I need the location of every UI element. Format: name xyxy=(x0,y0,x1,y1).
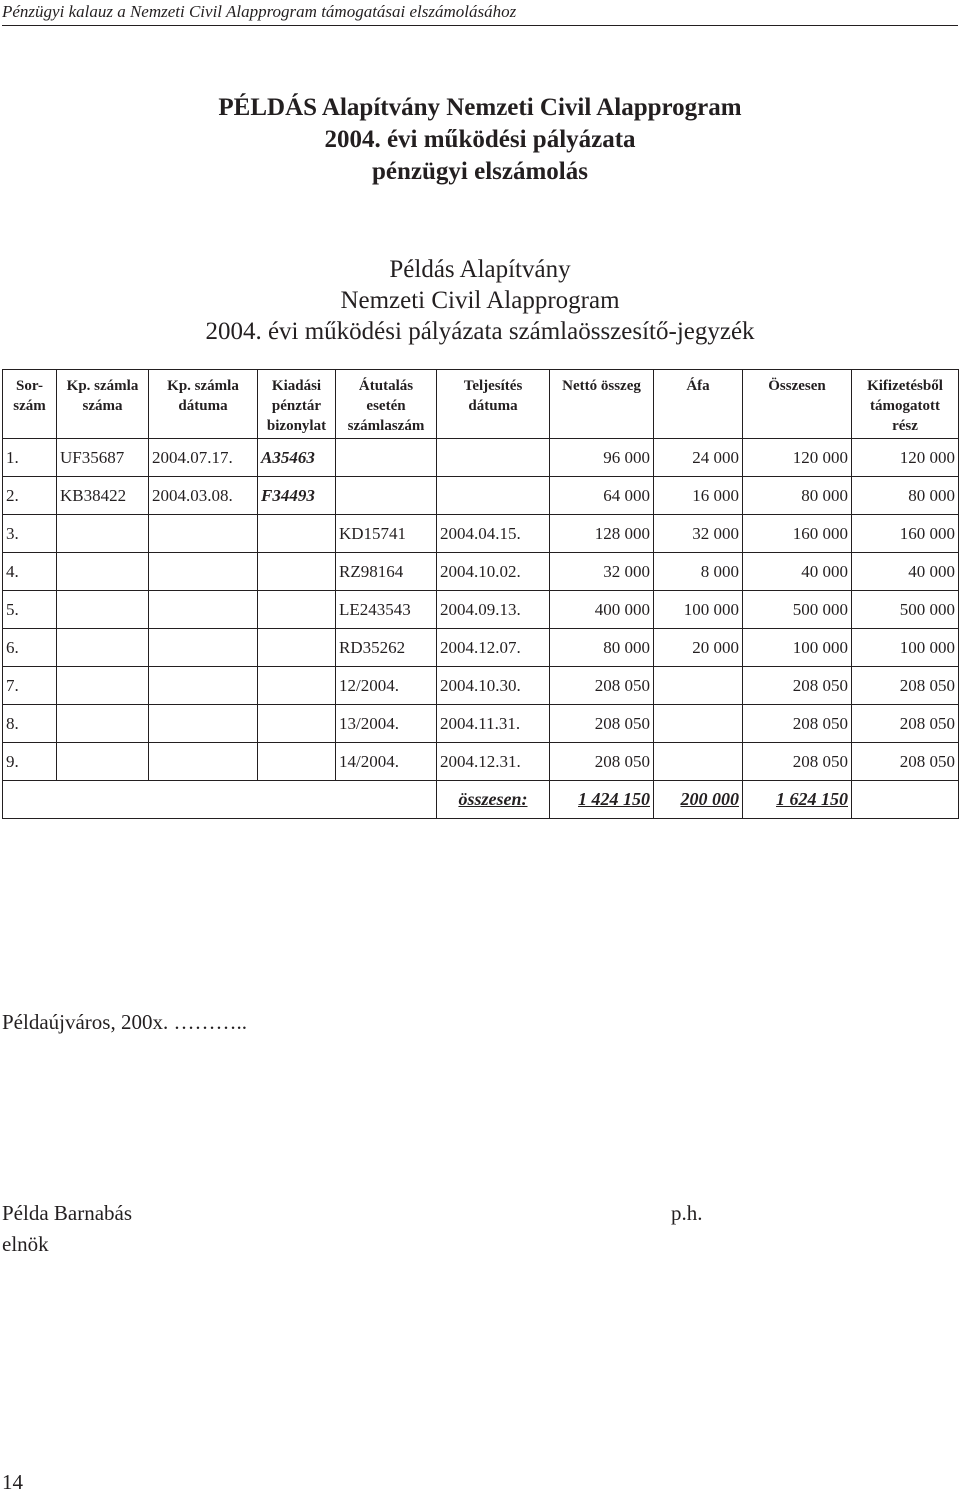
sub-title-line: Nemzeti Civil Alapprogram xyxy=(340,287,620,314)
table-cell: 16 000 xyxy=(654,477,743,515)
table-cell xyxy=(3,781,437,819)
table-cell xyxy=(149,705,258,743)
table-cell: 80 000 xyxy=(550,629,654,667)
table-cell: 3. xyxy=(3,515,57,553)
table-cell: 100 000 xyxy=(654,591,743,629)
table-cell xyxy=(57,743,149,781)
table-row xyxy=(3,667,959,705)
table-cell xyxy=(258,553,336,591)
table-cell xyxy=(258,591,336,629)
column-header: Kp. számla dátuma xyxy=(149,370,258,439)
table-cell: 2004.10.30. xyxy=(437,667,550,705)
table-cell xyxy=(57,629,149,667)
table-cell: 32 000 xyxy=(550,553,654,591)
column-header: Nettó összeg xyxy=(550,370,654,439)
table-cell: 6. xyxy=(3,629,57,667)
table-row xyxy=(3,743,959,781)
table-cell: 9. xyxy=(3,743,57,781)
table-row xyxy=(3,629,959,667)
table-cell: 24 000 xyxy=(654,439,743,477)
table-cell xyxy=(336,477,437,515)
table-cell: 208 050 xyxy=(550,705,654,743)
table-cell: 208 050 xyxy=(743,743,852,781)
table-cell: F34493 xyxy=(258,477,336,515)
table-cell: 80 000 xyxy=(852,477,959,515)
table-cell: A35463 xyxy=(258,439,336,477)
table-cell xyxy=(149,591,258,629)
table-cell: 2004.12.07. xyxy=(437,629,550,667)
signer-name: Példa Barnabás xyxy=(2,1201,133,1225)
sub-title-line: 2004. évi működési pályázata számlaösszesítő-jegyzék xyxy=(205,318,755,345)
table-cell xyxy=(57,591,149,629)
table-cell: 2004.12.31. xyxy=(437,743,550,781)
column-header: Kifizetésből támogatott rész xyxy=(852,370,959,439)
table-cell: 2004.09.13. xyxy=(437,591,550,629)
table-cell: 2004.11.31. xyxy=(437,705,550,743)
table-cell xyxy=(149,515,258,553)
table-cell xyxy=(149,743,258,781)
column-header: Összesen xyxy=(743,370,852,439)
table-cell: 160 000 xyxy=(852,515,959,553)
table-cell xyxy=(654,667,743,705)
column-header: Kp. számla száma xyxy=(57,370,149,439)
table-cell: 8 000 xyxy=(654,553,743,591)
table-cell: 208 050 xyxy=(743,705,852,743)
table-cell: 100 000 xyxy=(743,629,852,667)
table-body xyxy=(3,439,959,819)
table-cell: 2004.07.17. xyxy=(149,439,258,477)
table-row xyxy=(3,591,959,629)
running-header: Pénzügyi kalauz a Nemzeti Civil Alapprogram támogatásai elszámolásához xyxy=(2,2,958,26)
table-cell: 2. xyxy=(3,477,57,515)
table-cell xyxy=(258,629,336,667)
table-cell xyxy=(258,743,336,781)
total-osszesen: 1 624 150 xyxy=(743,781,852,819)
column-header: Teljesítés dátuma xyxy=(437,370,550,439)
table-cell: 500 000 xyxy=(852,591,959,629)
table-row xyxy=(3,515,959,553)
place-date: Példaújváros, 200x. ……….. xyxy=(2,1010,247,1034)
table-row xyxy=(3,439,959,477)
table-cell: 2004.04.15. xyxy=(437,515,550,553)
table-cell: RD35262 xyxy=(336,629,437,667)
stamp-label: p.h. xyxy=(671,1201,703,1225)
table-cell: 40 000 xyxy=(743,553,852,591)
table-cell xyxy=(57,515,149,553)
total-row xyxy=(3,781,959,819)
table-cell: 208 050 xyxy=(852,667,959,705)
column-header: Sor- szám xyxy=(3,370,57,439)
sub-title xyxy=(0,254,960,347)
table-cell xyxy=(57,553,149,591)
table-cell xyxy=(149,629,258,667)
table-cell xyxy=(654,705,743,743)
table-cell: LE243543 xyxy=(336,591,437,629)
table-cell: 208 050 xyxy=(743,667,852,705)
main-title-line: PÉLDÁS Alapítvány Nemzeti Civil Alapprogram xyxy=(218,94,742,121)
table-cell: 100 000 xyxy=(852,629,959,667)
column-header: Kiadási pénztár bizonylat xyxy=(258,370,336,439)
table-cell: 64 000 xyxy=(550,477,654,515)
table-cell xyxy=(149,553,258,591)
table-cell: 120 000 xyxy=(852,439,959,477)
table-cell: 13/2004. xyxy=(336,705,437,743)
table-cell: 208 050 xyxy=(852,743,959,781)
table-cell: 20 000 xyxy=(654,629,743,667)
table-cell: 7. xyxy=(3,667,57,705)
table-row xyxy=(3,477,959,515)
table-cell: 8. xyxy=(3,705,57,743)
table-cell xyxy=(336,439,437,477)
table-cell xyxy=(258,515,336,553)
column-header: Átutalás esetén számlaszám xyxy=(336,370,437,439)
column-header: Áfa xyxy=(654,370,743,439)
main-title-line: pénzügyi elszámolás xyxy=(372,158,588,185)
total-afa: 200 000 xyxy=(654,781,743,819)
table-cell: 14/2004. xyxy=(336,743,437,781)
table-cell: 1. xyxy=(3,439,57,477)
table-cell xyxy=(258,705,336,743)
table-cell xyxy=(437,477,550,515)
table-cell xyxy=(852,781,959,819)
main-title xyxy=(0,92,960,188)
invoice-summary-table xyxy=(2,369,959,819)
table-cell: 4. xyxy=(3,553,57,591)
main-title-line: 2004. évi működési pályázata xyxy=(324,126,636,153)
table-cell: UF35687 xyxy=(57,439,149,477)
signer-role: elnök xyxy=(2,1232,49,1256)
table-cell xyxy=(57,667,149,705)
table-cell xyxy=(654,743,743,781)
table-cell: 208 050 xyxy=(852,705,959,743)
sub-title-line: Példás Alapítvány xyxy=(389,256,571,283)
table-row xyxy=(3,553,959,591)
table-cell xyxy=(57,705,149,743)
table-cell: 160 000 xyxy=(743,515,852,553)
table-cell: RZ98164 xyxy=(336,553,437,591)
table-cell: 128 000 xyxy=(550,515,654,553)
table-cell: 80 000 xyxy=(743,477,852,515)
table-cell: KD15741 xyxy=(336,515,437,553)
table-row xyxy=(3,705,959,743)
table-cell xyxy=(437,439,550,477)
page-number: 14 xyxy=(2,1470,23,1494)
table-cell: 2004.10.02. xyxy=(437,553,550,591)
table-cell: 32 000 xyxy=(654,515,743,553)
table-cell: 40 000 xyxy=(852,553,959,591)
table-cell: 400 000 xyxy=(550,591,654,629)
table-header-row xyxy=(3,370,959,439)
total-netto: 1 424 150 xyxy=(550,781,654,819)
table-cell: 500 000 xyxy=(743,591,852,629)
total-label: összesen: xyxy=(437,781,550,819)
table-cell: 96 000 xyxy=(550,439,654,477)
table-cell: 2004.03.08. xyxy=(149,477,258,515)
table-cell xyxy=(258,667,336,705)
table-cell: 120 000 xyxy=(743,439,852,477)
table-cell: 5. xyxy=(3,591,57,629)
table-cell: 208 050 xyxy=(550,667,654,705)
table-cell: KB38422 xyxy=(57,477,149,515)
table-cell: 12/2004. xyxy=(336,667,437,705)
table-cell: 208 050 xyxy=(550,743,654,781)
table-cell xyxy=(149,667,258,705)
